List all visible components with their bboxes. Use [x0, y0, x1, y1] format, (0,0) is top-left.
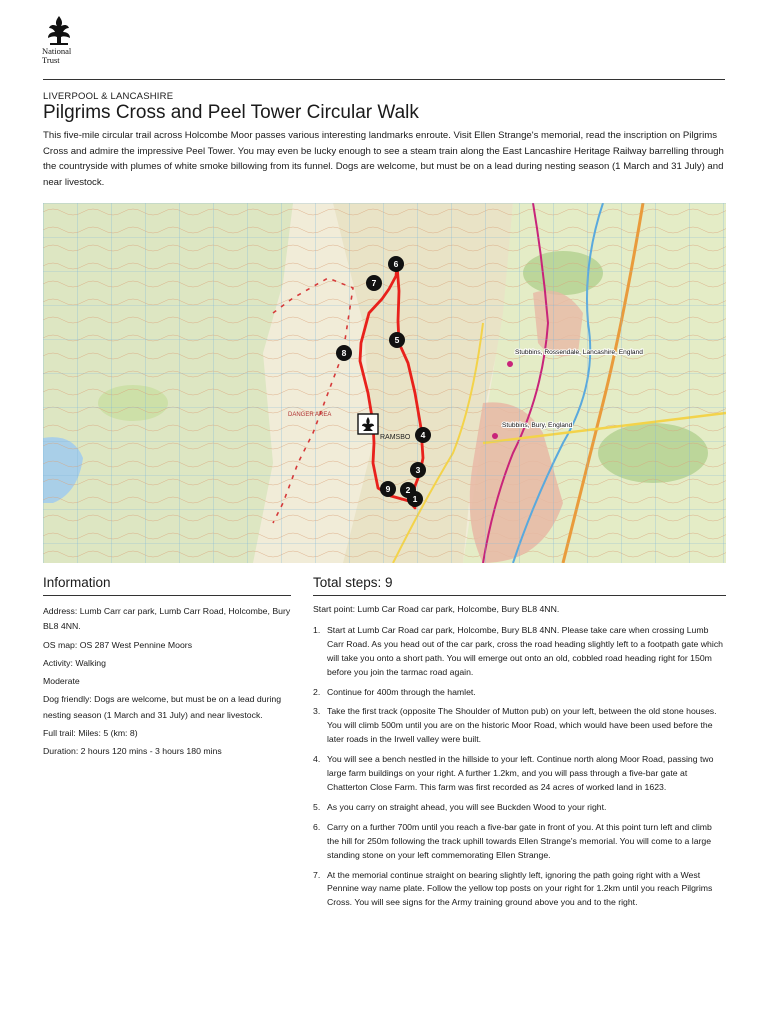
region-label: LIVERPOOL & LANCASHIRE: [43, 91, 174, 102]
step-text: You will see a bench nestled in the hillside to your left. Continue north along Moor Road, passing two large farm buildings on your right. A further 1.2km, and you will pass through a five-bar gate at Chatterton Close Farm. This farm was first recorded as 24 acres of worked land in 1623.: [327, 754, 714, 792]
info-full-trail: Full trail: Miles: 5 (km: 8): [43, 728, 138, 739]
info-os-map: OS map: OS 287 West Pennine Moors: [43, 639, 193, 650]
step-text: At the memorial continue straight on bearing slightly left, ignoring the path going right with a West Pennine way name plate. Follow the yellow top posts on your right for 1.2km until you reach Pilgrims Cross. You will see signs for the Army training ground above you and to the right.: [327, 869, 713, 908]
map-label-stubbins: Stubbins, Rossendale, Lancashire, England: [515, 349, 643, 356]
step-item: [313, 801, 726, 815]
steps-panel: [313, 603, 726, 916]
step-number: 5.: [313, 801, 321, 812]
svg-text:9: 9: [385, 484, 391, 494]
route-marker-4[interactable]: [415, 427, 431, 443]
route-marker-9[interactable]: [380, 481, 396, 497]
intro-paragraph: This five-mile circular trail across Holcombe Moor passes various interesting landmarks enroute. Visit Ellen Strange's memorial, read the inscription on Pilgrims Cross and admire the impressive Peel Tower. You may even be lucky enough to see a steam train along the East Lancashire Heritage Railway barrelling through the countryside with plumes of white smoke billowing from its funnel. Dogs are welcome, but must be on a lead during nesting season (1 March and 31 July) and near livestock.: [43, 130, 724, 188]
brand-name-line2: Trust: [42, 55, 60, 65]
info-difficulty: Moderate: [43, 676, 80, 687]
step-number: 4.: [313, 754, 321, 765]
route-marker-6[interactable]: [388, 256, 404, 272]
step-text: Carry on a further 700m until you reach a five-bar gate in front of you. At this point turn left and climb the hill for 250m following the track uphill towards Ellen Strange's memorial. You will come to a large standing stone on your left commemorating Ellen Strange.: [327, 821, 712, 860]
route-marker-3[interactable]: [410, 462, 426, 478]
steps-divider: [313, 595, 726, 596]
svg-text:4: 4: [420, 430, 426, 440]
station-icon: [492, 433, 498, 439]
svg-text:7: 7: [371, 278, 377, 288]
step-text: As you carry on straight ahead, you will see Buckden Wood to your right.: [327, 801, 607, 812]
step-item: [313, 753, 726, 795]
step-number: 2.: [313, 686, 321, 697]
info-activity: Activity: Walking: [43, 657, 106, 668]
info-duration: Duration: 2 hours 120 mins - 3 hours 180 mins: [43, 746, 222, 757]
start-point: Start point: Lumb Car Road car park, Holcombe, Bury BL8 4NN.: [313, 604, 560, 614]
page-title: Pilgrims Cross and Peel Tower Circular Walk: [43, 102, 419, 123]
route-marker-5[interactable]: [389, 332, 405, 348]
step-number: 7.: [313, 869, 321, 880]
information-panel: [43, 604, 295, 763]
step-number: 1.: [313, 624, 321, 635]
step-text: Take the first track (opposite The Shoulder of Mutton pub) on your left, between the old stone houses. You will climb 500m until you are on the historic Moor Road, which would have been used before the later roads in the Irwell valley were built.: [327, 706, 717, 745]
svg-text:5: 5: [394, 335, 400, 345]
route-marker-8[interactable]: [336, 345, 352, 361]
oak-leaf-icon: [42, 14, 76, 46]
info-address: Address: Lumb Carr car park, Lumb Carr Road, Holcombe, Bury BL8 4NN.: [43, 606, 291, 632]
information-heading: Information: [43, 575, 111, 590]
svg-text:2: 2: [405, 485, 411, 495]
route-marker-2[interactable]: [400, 482, 416, 498]
header-divider: [43, 79, 725, 80]
step-text: Start at Lumb Car Road car park, Holcombe, Bury BL8 4NN. Please take care when crossing Lumb Carr Road. As you head out of the car park, cross the road heading slightly left to a footpath gate which will take you onto a short path. You will emerge out onto an old, cobbled road heading right for 150m before you join the tarmac road again.: [327, 624, 723, 677]
map-label-ramsbottom: RAMSBO: [380, 434, 411, 441]
svg-text:1: 1: [412, 494, 418, 504]
step-item: [313, 821, 726, 863]
svg-text:3: 3: [415, 465, 421, 475]
station-icon: [507, 361, 513, 367]
svg-text:8: 8: [341, 348, 347, 358]
brand-name-line1: National: [42, 46, 72, 56]
route-map[interactable]: [43, 203, 726, 563]
steps-list: [313, 624, 726, 910]
info-dog-friendly: Dog friendly: Dogs are welcome, but must be on a lead during nesting season (1 March and 31 July) and near livestock.: [43, 694, 282, 720]
step-item: [313, 686, 726, 700]
national-trust-logo: [42, 14, 86, 65]
svg-text:6: 6: [393, 259, 399, 269]
step-item: [313, 705, 726, 747]
map-label-stubbins-bury: Stubbins, Bury, England: [502, 422, 573, 429]
step-text: Continue for 400m through the hamlet.: [327, 686, 476, 697]
danger-area-label: DANGER AREA: [288, 412, 332, 418]
start-point-icon[interactable]: [358, 414, 378, 434]
route-marker-7[interactable]: [366, 275, 382, 291]
step-item: [313, 624, 726, 680]
step-number: 6.: [313, 821, 321, 832]
grid-lines: [43, 203, 726, 563]
step-item: [313, 869, 726, 911]
steps-heading: Total steps: 9: [313, 575, 393, 590]
information-divider: [43, 595, 291, 596]
step-number: 3.: [313, 706, 321, 717]
